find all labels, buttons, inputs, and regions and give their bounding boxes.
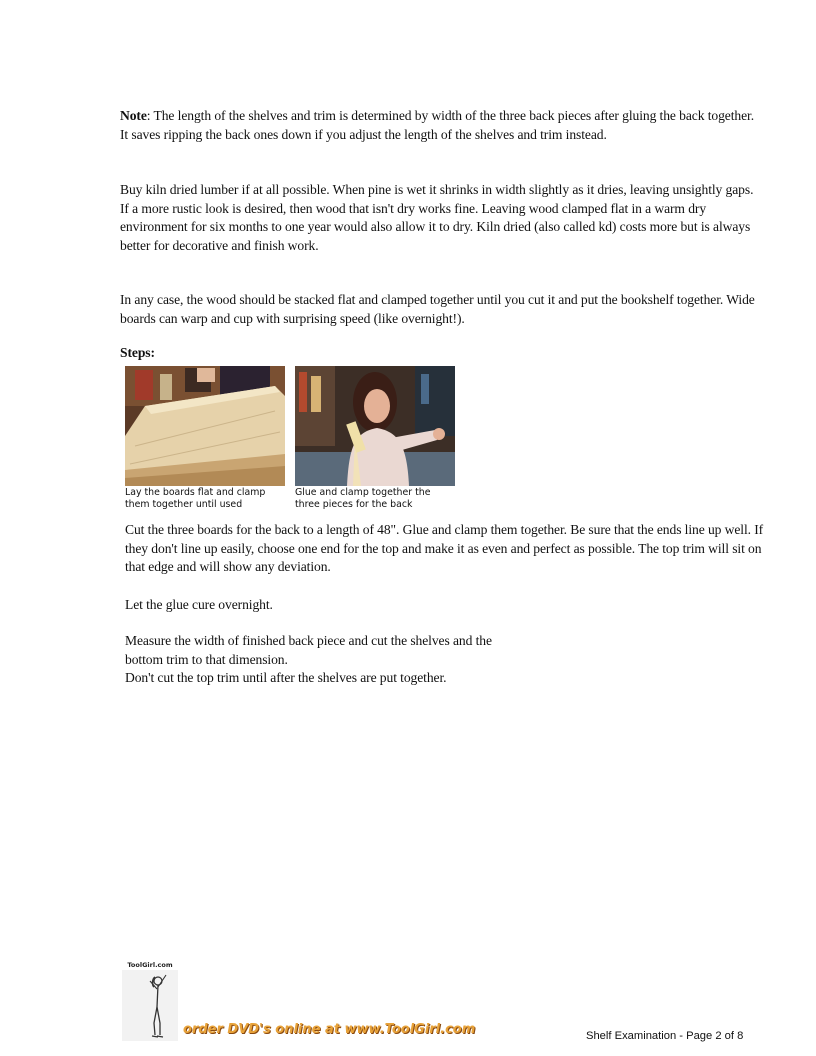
boards-photo-image bbox=[125, 366, 285, 486]
glue-paragraph bbox=[125, 596, 765, 615]
steps-heading bbox=[120, 344, 760, 363]
lumber-paragraph bbox=[120, 181, 760, 255]
order-dvd-link[interactable]: order DVD's online at www.ToolGirl.com bbox=[183, 1022, 476, 1037]
logo-label: ToolGirl.com bbox=[127, 961, 173, 969]
note-paragraph bbox=[120, 107, 760, 144]
boards-caption-line-1: Lay the boards flat and clamp bbox=[125, 487, 266, 498]
measure-line-2: bottom trim to that dimension. bbox=[125, 651, 288, 667]
page-number-footer: Shelf Examination - Page 2 of 8 bbox=[586, 1030, 744, 1042]
boards-photo-caption bbox=[125, 487, 285, 510]
stacking-paragraph bbox=[120, 291, 760, 328]
clamp-photo bbox=[295, 366, 455, 486]
note-label: Note bbox=[120, 108, 147, 123]
cut-paragraph bbox=[125, 521, 765, 577]
note-text: : The length of the shelves and trim is determined by width of the three back pieces after gluing the back together. It saves ripping the back ones down if you adjust the length of the shelves and trim instead. bbox=[120, 108, 755, 142]
clamp-photo-caption bbox=[295, 487, 455, 510]
measure-paragraph bbox=[125, 632, 765, 688]
boards-photo bbox=[125, 366, 285, 486]
stacking-text: In any case, the wood should be stacked flat and clamped together until you cut it and put the bookshelf together. Wide boards can warp and cup with surprising speed (like overnight!). bbox=[120, 292, 755, 326]
glue-text: Let the glue cure overnight. bbox=[125, 597, 273, 612]
toolgirl-logo[interactable] bbox=[122, 961, 178, 1041]
steps-heading-text: Steps: bbox=[120, 345, 155, 360]
clamp-caption-line-1: Glue and clamp together the bbox=[295, 487, 431, 498]
toolgirl-figure-icon bbox=[122, 961, 178, 1041]
boards-caption-line-2: them together until used bbox=[125, 498, 243, 510]
cut-text: Cut the three boards for the back to a length of 48". Glue and clamp them together. Be sure that the ends line up well. If they don't line up easily, choose one end for the top and make it as even and perfect as possible. The top trim will sit on that edge and will show any deviation. bbox=[125, 522, 764, 575]
lumber-text: Buy kiln dried lumber if at all possible. When pine is wet it shrinks in width slightly as it dries, leaving unsightly gaps. If a more rustic look is desired, then wood that isn't dry works fine. Leaving wood clamped flat in a warm dry environment for six months to one year would also allow it to dry. Kiln dried (also called kd) costs more but is always better for decorative and finish work. bbox=[120, 182, 754, 253]
clamp-photo-image bbox=[295, 366, 455, 486]
clamp-caption-line-2: three pieces for the back bbox=[295, 498, 413, 510]
measure-line-3: Don't cut the top trim until after the shelves are put together. bbox=[125, 670, 447, 686]
measure-line-1: Measure the width of finished back piece and cut the shelves and the bbox=[125, 633, 492, 648]
